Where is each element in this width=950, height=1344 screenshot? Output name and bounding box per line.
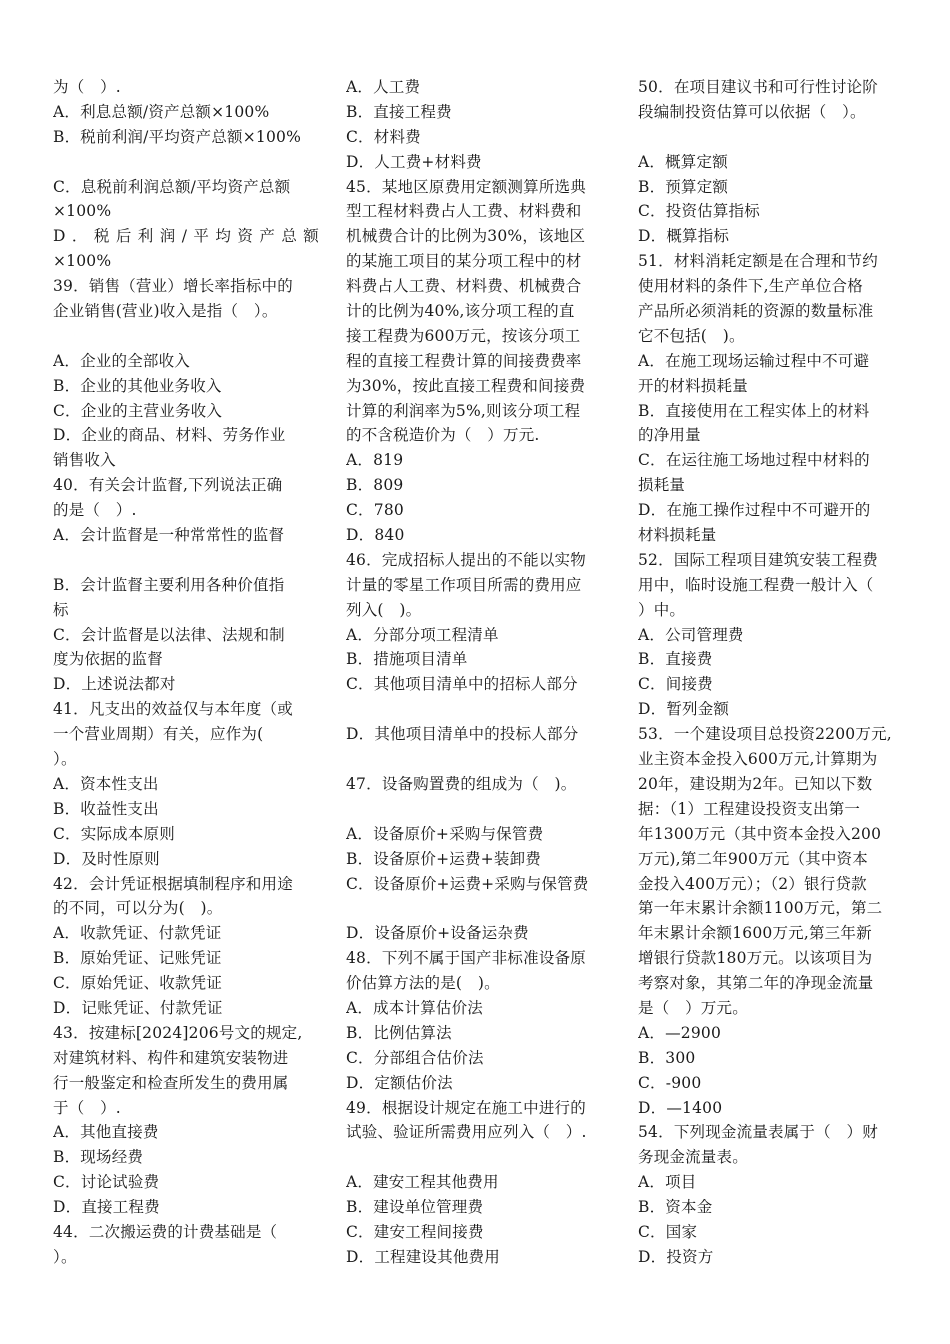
text-line: 段编制投资估算可以依据（ ）。 [638,102,866,121]
text-line: 47．设备购置费的组成为（ )。 [346,774,577,793]
text-line: A．资本性支出 [53,774,159,793]
blank-line [638,125,904,150]
text-line: 考察对象，其第二年的净现金流量 [638,974,874,993]
text-line: C．材料费 [346,127,421,146]
text-line: 的某施工项目的某分项工程中的材 [346,252,582,271]
text-line: D．其他项目清单中的投标人部分 [346,725,579,744]
text-line: 41．凡支出的效益仅与本年度（或 [53,700,293,719]
text-line: 的是（ ）. [53,501,137,520]
text-column-right [638,75,904,1270]
text-line: 为30%，按此直接工程费和间接费 [346,376,586,395]
text-line: D．记账凭证、付款凭证 [53,998,223,1017]
text-line: 44．二次搬运费的计费基础是（ [53,1222,278,1241]
text-line: 据：（1）工程建设投资支出第一 [638,799,861,818]
text-line: 52．国际工程项目建筑安装工程费 [638,550,878,569]
text-line: D．定额估价法 [346,1073,453,1092]
text-line: A．其他直接费 [53,1123,159,1142]
text-line: 行一般鉴定和检查所发生的费用属 [53,1073,289,1092]
text-line: B．企业的其他业务收入 [53,376,222,395]
text-line: C．息税前利润总额/平均资产总额 [53,177,291,196]
text-line: 39．销售（营业）增长率指标中的 [53,277,293,296]
text-line: B．预算定额 [638,177,729,196]
text-line: 试验、验证所需费用应列入（ ）. [346,1123,587,1142]
text-line: 金投入400万元）；（2）银行贷款 [638,874,867,893]
text-line: D．人工费+材料费 [346,152,482,171]
text-line: 程的直接工程费计算的间接费费率 [346,351,582,370]
text-line: B．直接使用在工程实体上的材料 [638,401,870,420]
blank-line [346,896,608,921]
text-line: 46．完成招标人提出的不能以实物 [346,550,586,569]
text-line: B．措施项目清单 [346,650,468,669]
text-line: 计的比例为40%,该分项工程的直 [346,302,575,321]
text-line: D．暂列金额 [638,700,730,719]
text-line: 一个营业周期）有关，应作为( [53,725,264,744]
text-line: A．在施工现场运输过程中不可避 [638,351,870,370]
text-line: B．资本金 [638,1198,713,1217]
text-line: 为（ ）. [53,78,121,96]
text-line: D．840 [346,526,405,545]
text-line: 的不同，可以分为( )。 [53,899,223,918]
text-line: A．819 [346,451,404,470]
text-line: 万元),第二年900万元（其中资本 [638,849,868,868]
text-line: 20年，建设期为2年。已知以下数 [638,774,873,793]
text-line: 年1300万元（其中资本金投入200 [638,824,882,843]
text-line: 列入( )。 [346,600,422,619]
text-line: 它不包括( )。 [638,326,745,345]
text-column-left [53,75,319,1270]
text-line: D．及时性原则 [53,849,160,868]
text-line: D．工程建设其他费用 [346,1247,500,1266]
text-line: ×100% [53,252,112,271]
text-line: 计算的利润率为5%,则该分项工程 [346,401,581,420]
text-line: B．税前利润/平均资产总额×100% [53,127,302,146]
text-line: 50．在项目建议书和可行性讨论阶 [638,78,878,96]
text-line: D．设备原价+设备运杂费 [346,924,529,943]
text-line: D．—1400 [638,1098,723,1117]
text-line: 务现金流量表。 [638,1148,748,1167]
text-line: C．讨论试验费 [53,1173,160,1192]
blank-line [53,324,319,349]
text-line: 49．根据设计规定在施工中进行的 [346,1098,586,1117]
text-line: C．国家 [638,1222,698,1241]
text-line: 料费占人工费、材料费、机械费合 [346,277,582,296]
text-line: 损耗量 [638,476,686,495]
text-line: 材料损耗量 [638,526,717,545]
text-line: 型工程材料费占人工费、材料费和 [346,202,582,221]
text-line: ×100% [53,202,112,221]
text-line: A．概算定额 [638,152,728,171]
blank-line [53,150,319,175]
text-line: A．分部分项工程清单 [346,625,499,644]
text-line: 于（ ）. [53,1098,121,1117]
text-line: A．公司管理费 [638,625,744,644]
text-line: A．成本计算估价法 [346,998,483,1017]
text-line: ）中。 [638,600,686,619]
text-line: A．利息总额/资产总额×100% [53,102,270,121]
text-line: 接工程费为600万元，按该分项工 [346,326,581,345]
text-line: A．设备原价+采购与保管费 [346,824,544,843]
text-line: D．税后利润/平均资产总额 [53,227,319,246]
text-line: 增银行贷款180万元。以该项目为 [638,949,873,968]
blank-line [346,1145,608,1170]
blank-line [346,747,608,772]
text-line: C．会计监督是以法律、法规和制 [53,625,285,644]
text-line: 对建筑材料、构件和建筑安装物进 [53,1048,289,1067]
text-line: C．企业的主营业务收入 [53,401,223,420]
text-line: C．原始凭证、收款凭证 [53,974,223,993]
text-line: C．建安工程间接费 [346,1222,484,1241]
text-line: 产品所必须消耗的资源的数量标准 [638,302,874,321]
text-line: 标 [53,600,69,619]
text-line: B．会计监督主要利用各种价值指 [53,575,285,594]
text-line: 年末累计余额1600万元,第三年新 [638,924,872,943]
text-line: A．收款凭证、付款凭证 [53,924,222,943]
text-line: C．在运往施工场地过程中材料的 [638,451,870,470]
text-line: B．原始凭证、记账凭证 [53,949,222,968]
text-line: C．投资估算指标 [638,202,760,221]
text-line: 51．材料消耗定额是在合理和节约 [638,252,878,271]
text-line: D．概算指标 [638,227,730,246]
text-line: 业主资本金投入600万元,计算期为 [638,750,878,769]
text-line: C．间接费 [638,675,713,694]
text-line: 是（ ）万元。 [638,998,748,1017]
text-line: B．设备原价+运费+装卸费 [346,849,541,868]
text-line: 计量的零星工作项目所需的费用应 [346,575,582,594]
text-line: 40．有关会计监督,下列说法正确 [53,476,283,495]
text-line: 43．按建标[2024]206号文的规定, [53,1023,303,1042]
text-line: C．分部组合估价法 [346,1048,484,1067]
text-line: B．收益性支出 [53,799,159,818]
text-line: B．建设单位管理费 [346,1198,484,1217]
text-line: D．直接工程费 [53,1198,160,1217]
text-line: C．实际成本原则 [53,824,175,843]
text-line: 53．一个建设项目总投资2200万元, [638,725,892,744]
text-line: 度为依据的监督 [53,650,163,669]
text-line: A．企业的全部收入 [53,351,190,370]
blank-line [346,697,608,722]
text-line: D．在施工操作过程中不可避开的 [638,501,871,520]
text-line: 企业销售(营业)收入是指（ ）。 [53,302,278,321]
text-line: 45．某地区原费用定额测算所选典 [346,177,586,196]
text-line: C．其他项目清单中的招标人部分 [346,675,578,694]
text-line: 价估算方法的是( )。 [346,974,500,993]
text-line: 用中，临时设施工程费一般计入（ [638,575,874,594]
text-line: B．比例估算法 [346,1023,452,1042]
text-line: C．-900 [638,1073,702,1092]
text-line: D．企业的商品、材料、劳务作业 [53,426,286,445]
text-line: B．现场经费 [53,1148,144,1167]
text-line: 使用材料的条件下,生产单位合格 [638,277,863,296]
text-line: ）。 [53,750,77,769]
text-line: 42．会计凭证根据填制程序和用途 [53,874,293,893]
text-line: B．直接费 [638,650,713,669]
text-line: 第一年末累计余额1100万元，第二 [638,899,883,918]
text-line: A．人工费 [346,78,421,96]
text-line: A．项目 [638,1173,697,1192]
text-line: B．300 [638,1048,696,1067]
text-line: B．809 [346,476,404,495]
text-line: 48．下列不属于国产非标准设备原 [346,949,586,968]
text-line: 销售收入 [53,451,116,470]
text-line: 的净用量 [638,426,701,445]
text-line: C．780 [346,501,404,520]
blank-line [53,548,319,573]
text-line: A．建安工程其他费用 [346,1173,499,1192]
text-line: 机械费合计的比例为30%，该地区 [346,227,586,246]
blank-line [346,797,608,822]
text-line: D．上述说法都对 [53,675,176,694]
text-line: 54．下列现金流量表属于（ ）财 [638,1123,878,1142]
text-line: D．投资方 [638,1247,714,1266]
text-line: C．设备原价+运费+采购与保管费 [346,874,589,893]
text-line: 的不含税造价为（ ）万元. [346,426,540,445]
text-line: 开的材料损耗量 [638,376,748,395]
text-line: B．直接工程费 [346,102,452,121]
text-line: A．会计监督是一种常常性的监督 [53,526,285,545]
text-column-middle [346,75,608,1270]
text-line: A．—2900 [638,1023,722,1042]
text-line: ）。 [53,1247,77,1266]
